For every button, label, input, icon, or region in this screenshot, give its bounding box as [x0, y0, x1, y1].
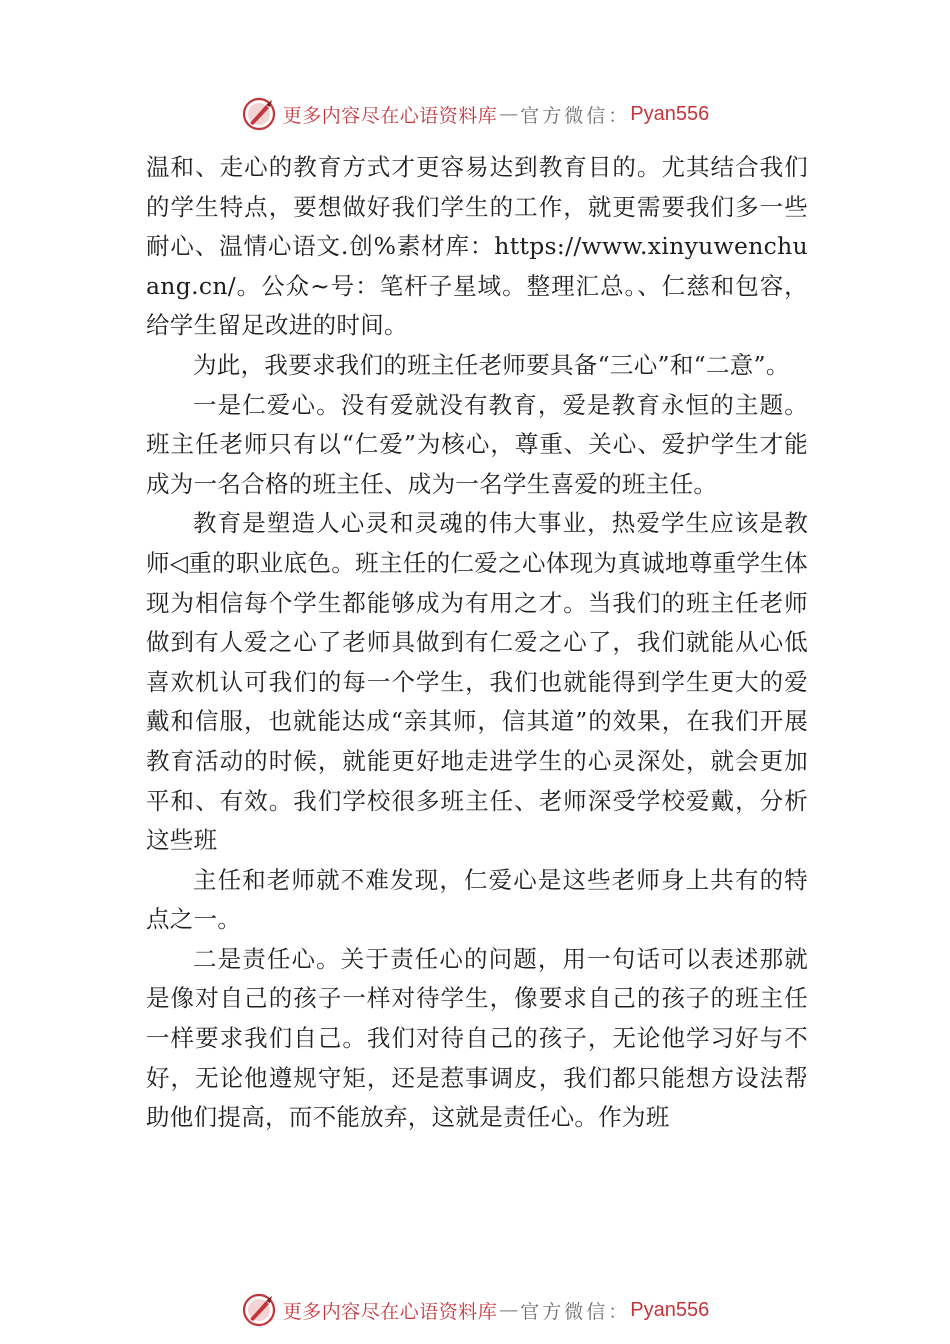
quill-pen-logo-icon	[241, 96, 277, 132]
paragraph: 一是仁爱心。没有爱就没有教育，爱是教育永恒的主题。班主任老师只有以“仁爱”为核心，尊重、关心、爱护学生才能成为一名合格的班主任、成为一名学生喜爱的班主任。	[146, 390, 808, 498]
footer-banner	[0, 1290, 950, 1330]
header-banner	[0, 94, 950, 134]
header-wechat-id: Pyan556	[630, 102, 710, 125]
header-brand-text: 更多内容尽在心语资料库	[282, 104, 498, 127]
footer-wechat-id: Pyan556	[630, 1298, 710, 1321]
paragraph: 教育是塑造人心灵和灵魂的伟大事业，热爱学生应该是教师◁重的职业底色。班主任的仁爱之心体现为真诚地尊重学生体现为相信每个学生都能够成为有用之才。当我们的班主任老师做到有人爱之心了老师具做到有仁爱之心了，我们就能从心低喜欢机认可我们的每一个学生，我们也就能得到学生更大的爱戴和信服，也就能达成“亲其师，信其道”的效果，在我们开展教育活动的时候，就能更好地走进学生的心灵深处，就会更加平和、有效。我们学校很多班主任、老师深受学校爱戴，分析这些班	[146, 509, 808, 855]
footer-brand-text: 更多内容尽在心语资料库	[282, 1300, 498, 1323]
paragraph: 主任和老师就不难发现，仁爱心是这些老师身上共有的特点之一。	[146, 865, 808, 934]
document-body	[146, 148, 808, 1138]
paragraph: 二是责任心。关于责任心的问题，用一句话可以表述那就是像对自己的孩子一样对待学生，像要求自己的孩子的班主任一样要求我们自己。我们对待自己的孩子，无论他学习好与不好，无论他遵规守矩，还是惹事调皮，我们都只能想方设法帮助他们提高，而不能放弃，这就是责任心。作为班	[146, 944, 808, 1132]
footer-separator: —	[499, 1299, 519, 1321]
header-wechat-label: 官方微信：	[520, 104, 631, 127]
paragraph-continued: 温和、走心的教育方式才更容易达到教育目的。尤其结合我们的学生特点，要想做好我们学生的工作，就更需要我们多一些耐心、温情心语文.创%素材库：https://www.xinyuwenchuang.cn/。公众~号：笔杆子星域。整理汇总。、仁慈和包容，给学生留足改进的时间。	[146, 153, 808, 340]
header-separator: —	[499, 103, 519, 125]
paragraph: 为此，我要求我们的班主任老师要具备“三心”和“二意”。	[193, 350, 790, 379]
footer-wechat-label: 官方微信：	[520, 1300, 631, 1323]
quill-pen-logo-icon	[241, 1292, 277, 1328]
